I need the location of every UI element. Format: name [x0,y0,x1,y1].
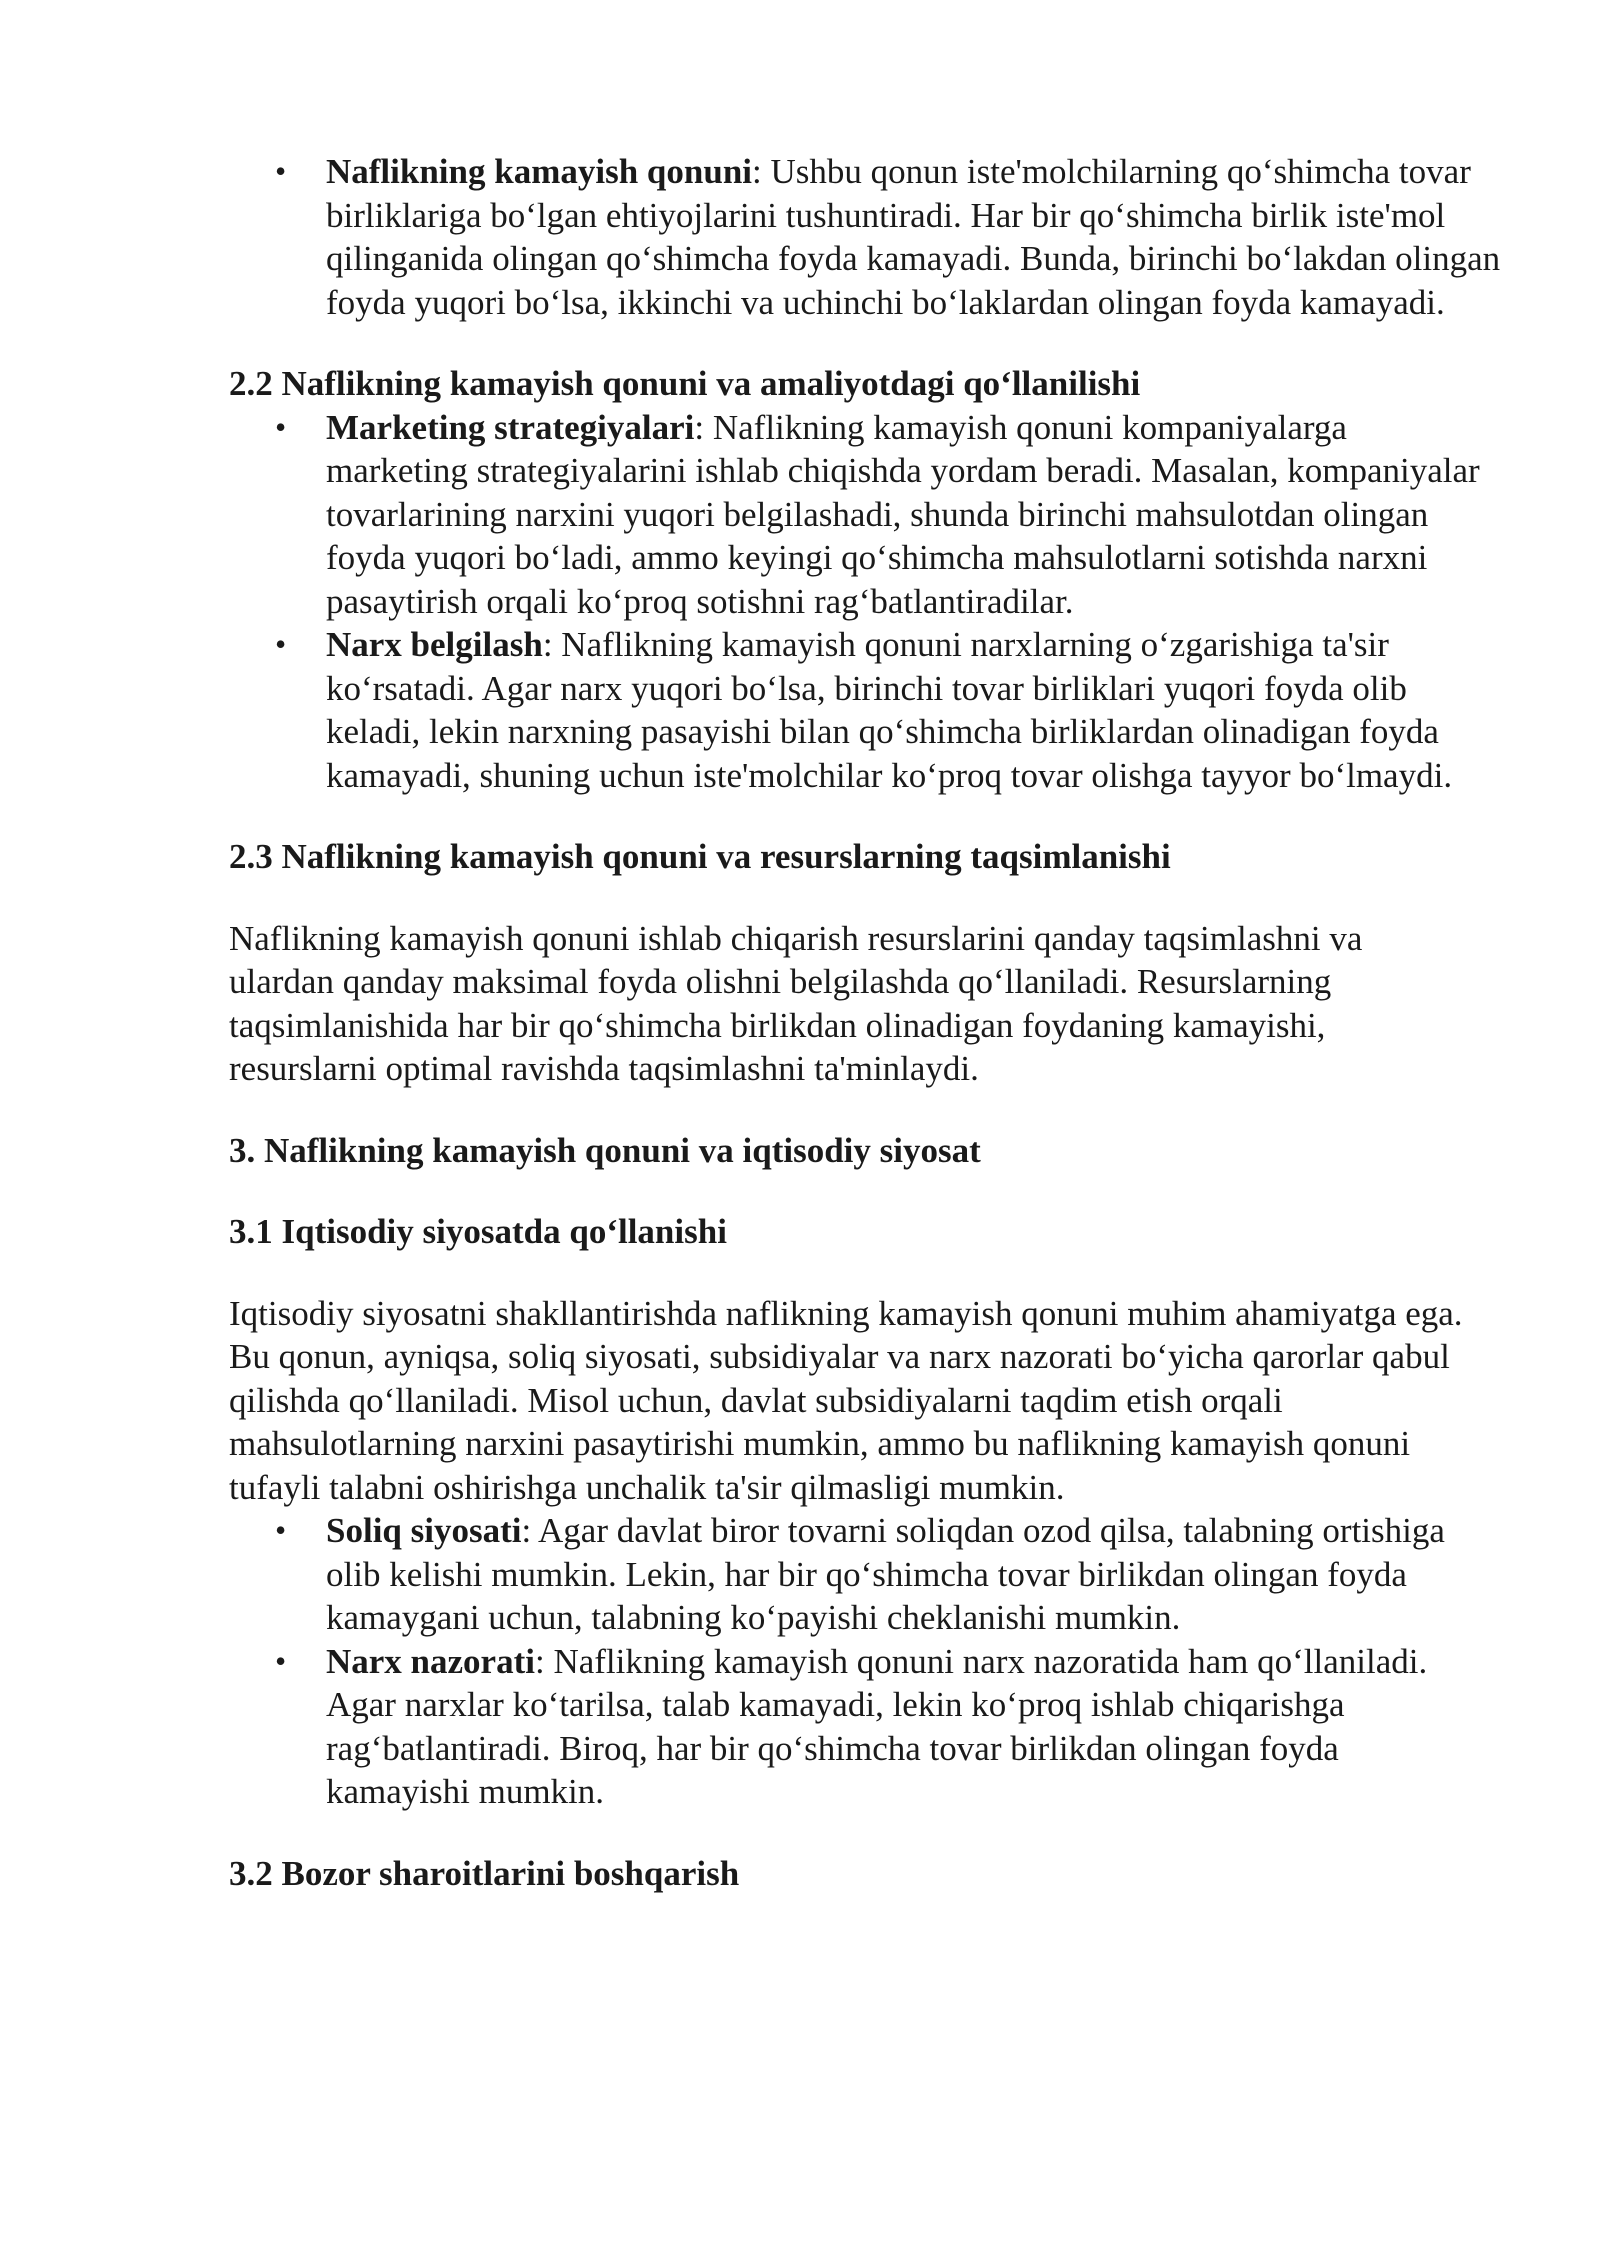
item-term: Narx nazorati [326,1641,535,1681]
section-heading-2-3: 2.3 Naflikning kamayish qonuni va resurslarning taqsimlanishi [229,837,1171,876]
item-text: : Agar davlat biror tovarni soliqdan ozod qilsa, talabning ortishiga olib kelishi mumkin. Lekin, har bir qo‘shimcha tovar birlikdan olingan foyda kamaygani uchun, talabning ko‘payishi cheklanishi mumkin. [326,1511,1445,1637]
bullet-icon: • [275,153,287,189]
bullet-list-2 [229,406,1486,798]
bullet-icon: • [275,1642,287,1679]
item-term: Naflikning kamayish qonuni [326,152,753,191]
section-heading-3-1: 3.1 Iqtisodiy siyosatda qo‘llanishi [229,1212,727,1251]
item-text: : Naflikning kamayish qonuni narxlarning o‘zgarishiga ta'sir ko‘rsatadi. Agar narx yuqori bo‘lsa, birinchi tovar birliklari yuqori foyda olib keladi, lekin narxning pasayishi bilan qo‘shimcha birliklardan olinadigan foyda kamayadi, shuning uchun iste'molchilar ko‘proq tovar olishga tayyor bo‘lmaydi. [326,625,1453,795]
list-item [275,1509,1476,1640]
list-item [275,150,1516,324]
paragraph: Iqtisodiy siyosatni shakllantirishda naflikning kamayish qonuni muhim ahamiyatga ega. Bu qonun, ayniqsa, soliq siyosati, subsidiyalar va narx nazorati bo‘yicha qarorlar qabul qilishda qo‘llaniladi. Misol uchun, davlat subsidiyalarni taqdim etish orqali mahsulotlarning narxini pasaytirishi mumkin, ammo bu naflikning kamayish qonuni tufayli talabni oshirishga unchalik ta'sir qilmasligi mumkin. [229,1293,1463,1507]
section-heading-3-2: 3.2 Bozor sharoitlarini boshqarish [229,1853,740,1893]
item-term: Soliq siyosati [326,1511,522,1550]
document-page [229,150,1519,1895]
item-term: Marketing strategiyalari [326,407,695,447]
bullet-icon: • [275,1512,287,1548]
item-text: : Naflikning kamayish qonuni kompaniyalarga marketing strategiyalarini ishlab chiqishda yordam beradi. Masalan, kompaniyalar tovarlarining narxini yuqori belgilashadi, shunda birinchi mahsulotdan olingan foyda yuqori bo‘ladi, ammo keyingi qo‘shimcha mahsulotlarni sotishda narxni pasaytirish orqali ko‘proq sotishni rag‘batlantiradilar. [326,407,1480,621]
list-item [275,623,1486,797]
bullet-icon: • [275,626,287,662]
section-heading-2-2: 2.2 Naflikning kamayish qonuni va amaliyotdagi qo‘llanilishi [229,364,1141,403]
bullet-list-1 [229,150,1516,324]
bullet-list-3 [229,1509,1476,1814]
list-item [275,1640,1476,1814]
section-heading-3: 3. Naflikning kamayish qonuni va iqtisodiy siyosat [229,1130,981,1170]
item-text: : Ushbu qonun iste'molchilarning qo‘shimcha tovar birliklariga bo‘lgan ehtiyojlarini tushuntiradi. Har bir qo‘shimcha birlik iste'mol qilinganida olingan qo‘shimcha foyda kamayadi. Bunda, birinchi bo‘lakdan olingan foyda yuqori bo‘lsa, ikkinchi va uchinchi bo‘laklardan olingan foyda kamayadi. [326,152,1501,322]
item-term: Narx belgilash [326,625,543,664]
list-item [275,406,1486,624]
paragraph: Naflikning kamayish qonuni ishlab chiqarish resurslarini qanday taqsimlashni va ulardan qanday maksimal foyda olishni belgilashda qo‘llaniladi. Resurslarning taqsimlanishida har bir qo‘shimcha birlikdan olinadigan foydaning kamayishi, resurslarni optimal ravishda taqsimlashni ta'minlaydi. [229,918,1363,1088]
item-text: : Naflikning kamayish qonuni narx nazoratida ham qo‘llaniladi. Agar narxlar ko‘tarilsa, talab kamayadi, lekin ko‘proq ishlab chiqarishga rag‘batlantiradi. Biroq, har bir qo‘shimcha tovar birlikdan olingan foyda kamayishi mumkin. [326,1641,1428,1811]
bullet-icon: • [275,408,287,445]
